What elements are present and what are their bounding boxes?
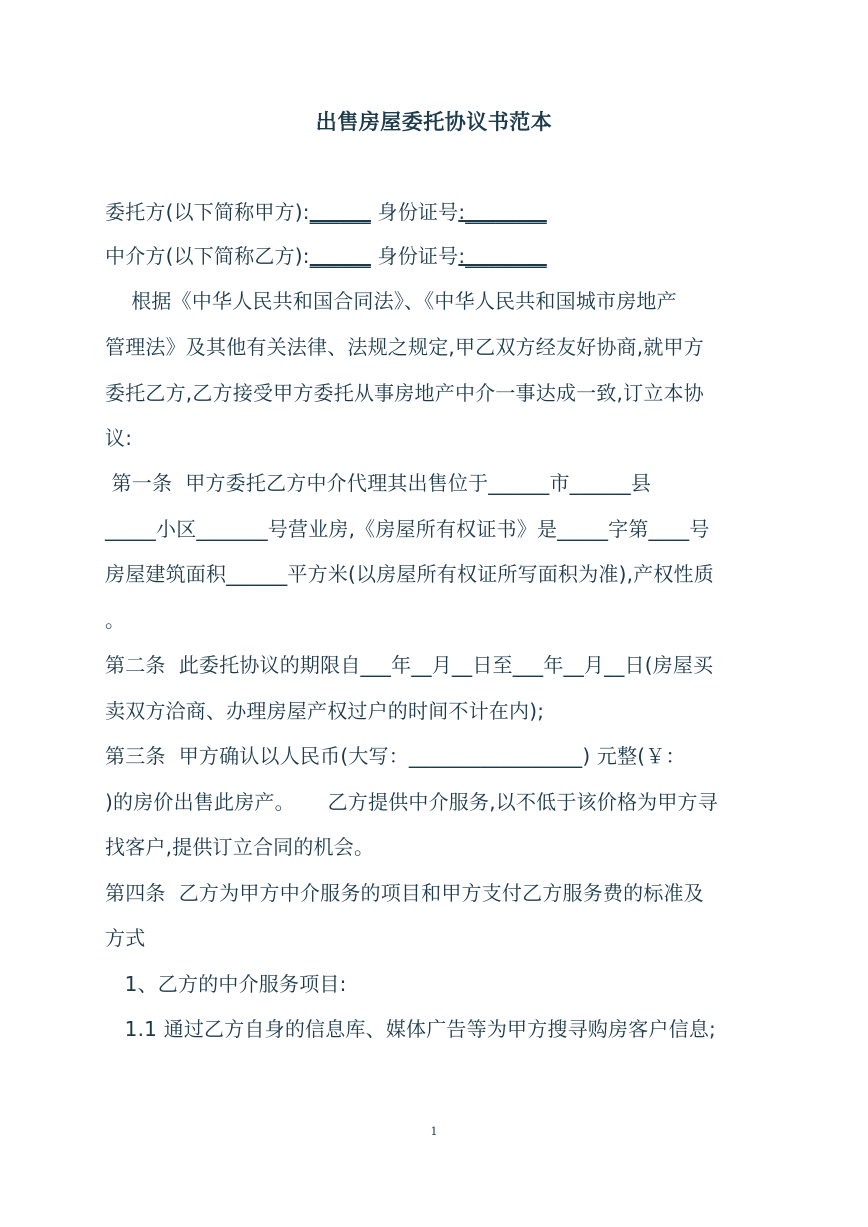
article-2-line: 第二条 此委托协议的期限自___年__月__日至___年__月__日(房屋买 xyxy=(105,653,714,677)
article-1-line: 第一条 甲方委托乙方中介代理其出售位于______市______县 xyxy=(105,471,652,495)
party-a-label: 委托方(以下简称甲方): xyxy=(105,200,310,224)
article-3-line: )的房价出售此房产。 乙方提供中介服务,以不低于该价格为甲方寻 xyxy=(105,790,718,814)
article-1-line: 房屋建筑面积______平方米(以房屋所有权证所写面积为准),产权性质 xyxy=(105,562,714,586)
party-a-id-label: 身份证号 xyxy=(370,200,459,224)
preamble-line: 根据《中华人民共和国合同法》、《中华人民共和国城市房地产 xyxy=(105,289,677,313)
article-1-line: _____小区_______号营业房,《房屋所有权证书》是_____字第____号 xyxy=(105,517,710,541)
preamble-line: 管理法》及其他有关法律、法规之规定,甲乙双方经友好协商,就甲方 xyxy=(105,335,704,359)
preamble-line: 议: xyxy=(105,426,133,450)
preamble-line: 委托乙方,乙方接受甲方委托从事房地产中介一事达成一致,订立本协 xyxy=(105,381,704,405)
party-b-id-label: 身份证号 xyxy=(370,244,459,268)
article-3-line: 找客户,提供订立合同的机会。 xyxy=(105,835,375,859)
party-a-line xyxy=(105,199,547,225)
service-item-1-1: 1.1 通过乙方自身的信息库、媒体广告等为甲方搜寻购房客户信息; xyxy=(105,1017,716,1041)
article-4-line: 第四条 乙方为甲方中介服务的项目和甲方支付乙方服务费的标准及 xyxy=(105,881,704,905)
party-b-label: 中介方(以下简称乙方): xyxy=(105,244,310,268)
party-b-name-blank: ______ xyxy=(309,244,371,268)
party-b-line xyxy=(105,243,547,269)
document-title: 出售房屋委托协议书范本 xyxy=(315,110,553,134)
party-b-id-blank: :________ xyxy=(458,244,547,268)
party-a-id-blank: :________ xyxy=(458,200,547,224)
article-2-line: 卖双方洽商、办理房屋产权过户的时间不计在内); xyxy=(105,699,545,723)
service-items-heading: 1、乙方的中介服务项目: xyxy=(105,972,347,996)
article-1-line: 。 xyxy=(105,608,126,632)
party-a-name-blank: ______ xyxy=(309,200,371,224)
article-4-line: 方式 xyxy=(105,926,146,950)
page-number: 1 xyxy=(430,1125,438,1138)
article-3-line: 第三条 甲方确认以人民币(大写：_________________) 元整(￥： xyxy=(105,744,686,768)
